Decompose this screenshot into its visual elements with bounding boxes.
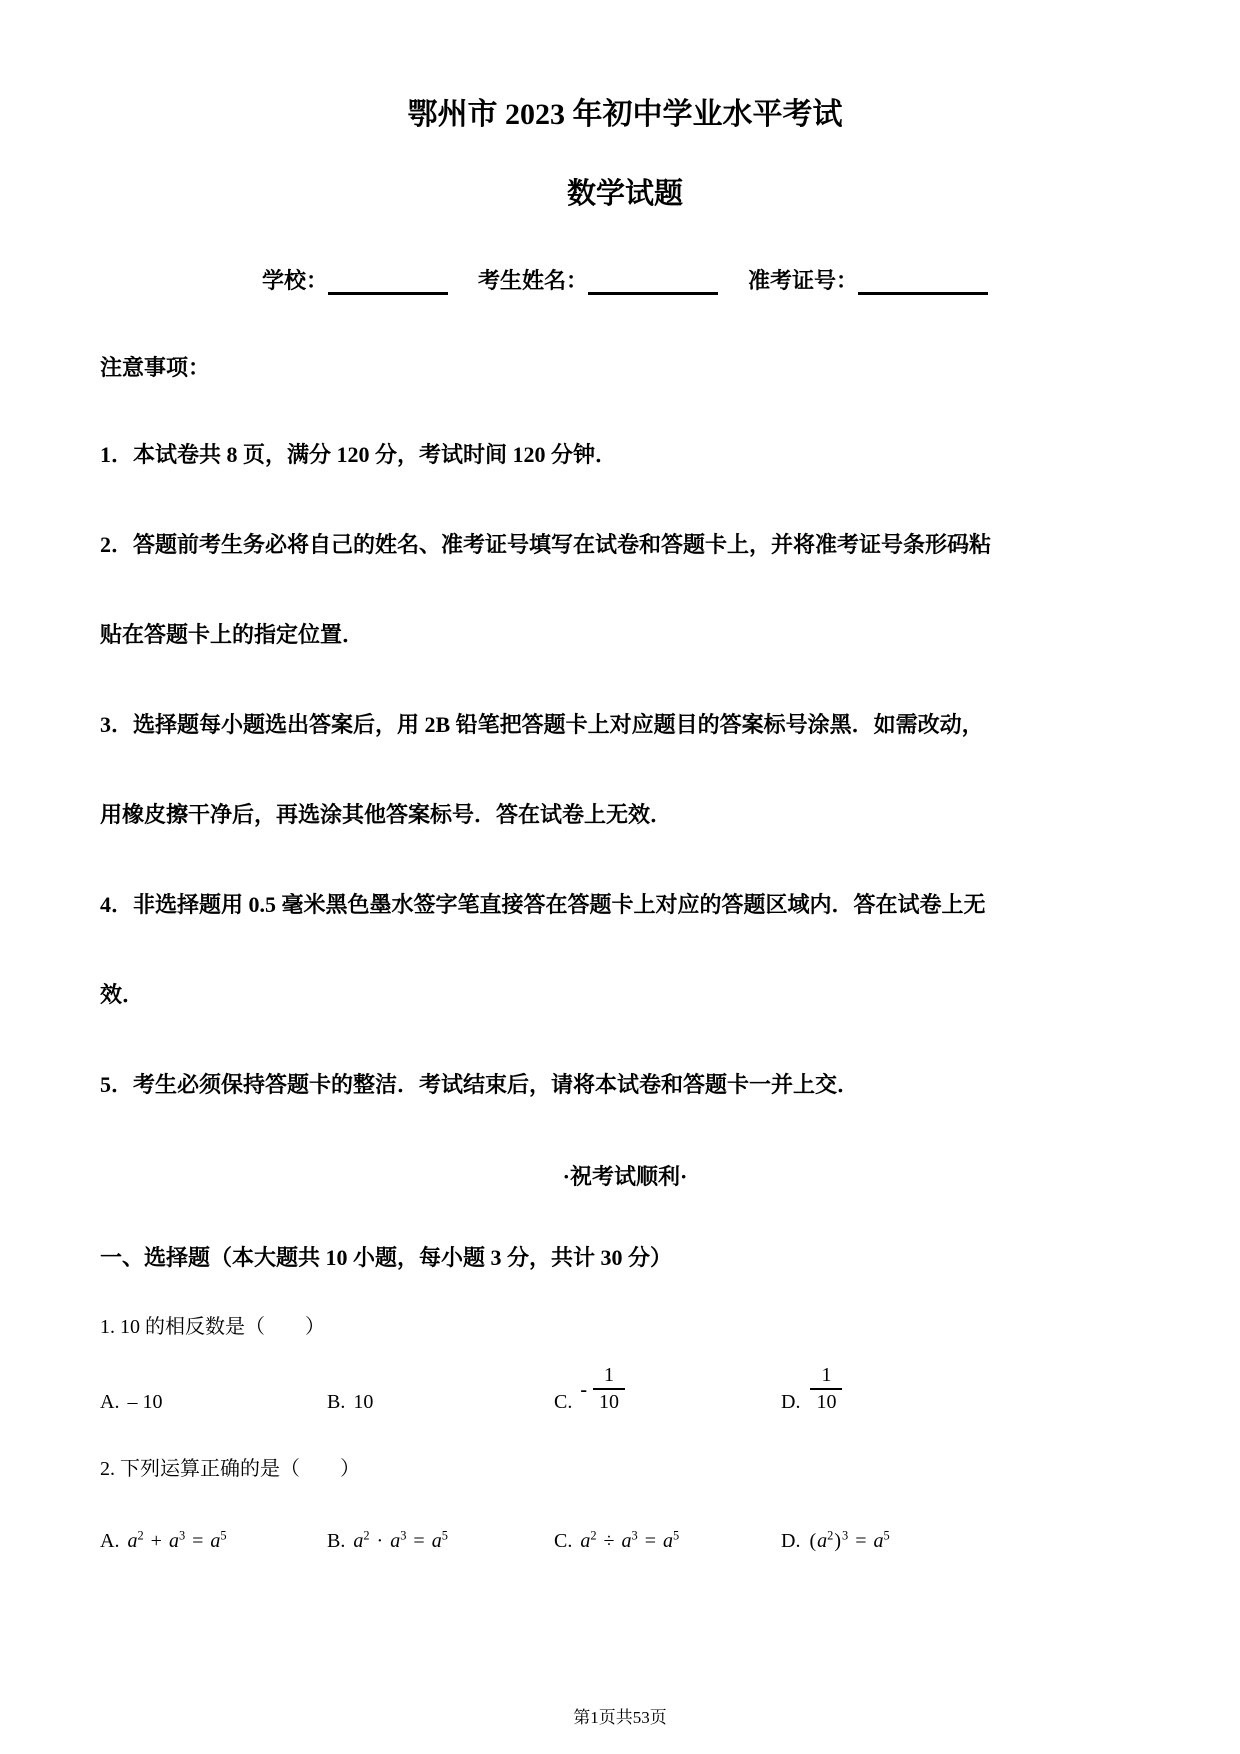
notice-line: 用橡皮擦干净后，再选涂其他答案标号．答在试卷上无效． [100,802,673,827]
notice-line: 2．答题前考生务必将自己的姓名、准考证号填写在试卷和答题卡上，并将准考证号条形码粘 [100,532,992,557]
name-label: 考生姓名： [477,268,588,293]
notice-line: 贴在答题卡上的指定位置． [100,622,365,647]
math-expression: $(a^2)^3 = a^5$ [809,1528,890,1552]
option-c [554,1530,781,1553]
page-indicator: 第1页共53页 [573,1708,667,1727]
id-blank [858,268,988,295]
option-a [100,1391,327,1414]
id-field [748,264,988,295]
id-label: 准考证号： [748,268,859,293]
page-footer [0,1703,1240,1728]
name-field [478,264,718,295]
candidate-fields-row [100,264,1150,295]
fraction [810,1365,842,1413]
question-2-stem: 2. 下列运算正确的是（ ） [100,1458,360,1480]
name-blank [588,268,718,295]
notice-line: 3．选择题每小题选出答案后，用 2B 铅笔把答题卡上对应题目的答案标号涂黑．如需改动， [100,712,984,737]
notice-line: 4．非选择题用 0.5 毫米黑色墨水签字笔直接答在答题卡上对应的答题区域内．答在试卷上无 [100,892,986,917]
notice-line: 5．考生必须保持答题卡的整洁．考试结束后，请将本试卷和答题卡一并上交． [100,1072,860,1097]
option-b [327,1530,554,1553]
school-label: 学校： [261,268,328,293]
math-expression: $a^2 \div a^3 = a^5$ [580,1528,680,1552]
option-label: A. [100,1391,120,1413]
math-expression: $a^2 \cdot a^3 = a^5$ [353,1528,448,1552]
question-1-stem: 1. 10 的相反数是（ ） [100,1316,325,1338]
section-1-heading: 一、选择题（本大题共 10 小题，每小题 3 分，共计 30 分） [100,1245,673,1270]
math-expression: $a^2 + a^3 = a^5$ [127,1528,227,1552]
notice-heading: 注意事项： [100,355,211,380]
option-label: B. [327,1530,346,1552]
notice-line: 1．本试卷共 8 页，满分 120 分，考试时间 120 分钟． [100,442,618,467]
option-a [100,1530,327,1553]
option-text: 10 [353,1391,374,1413]
question-2-options [100,1507,1150,1553]
fraction [593,1365,625,1413]
option-label: D. [781,1391,801,1413]
option-label: C. [554,1391,573,1413]
exam-title: 鄂州市 2023 年初中学业水平考试 [407,98,843,131]
exam-subtitle: 数学试题 [566,178,683,210]
option-d [781,1365,1101,1414]
option-label: D. [781,1530,801,1552]
minus-sign: - [580,1378,588,1401]
option-label: C. [554,1530,573,1552]
option-c [554,1365,781,1414]
option-d [781,1530,1101,1553]
fraction-numerator: 1 [604,1364,615,1386]
fraction-denominator: 10 [810,1388,842,1413]
school-field [262,264,448,295]
question-1-options [100,1365,1150,1414]
exam-wish: ·祝考试顺利· [562,1164,688,1189]
school-blank [328,268,448,295]
option-label: A. [100,1530,120,1552]
option-label: B. [327,1391,346,1413]
fraction-numerator: 1 [821,1364,832,1386]
notice-line: 效． [100,982,145,1007]
option-b [327,1391,554,1414]
fraction-denominator: 10 [593,1388,625,1413]
option-text: – 10 [127,1391,163,1413]
